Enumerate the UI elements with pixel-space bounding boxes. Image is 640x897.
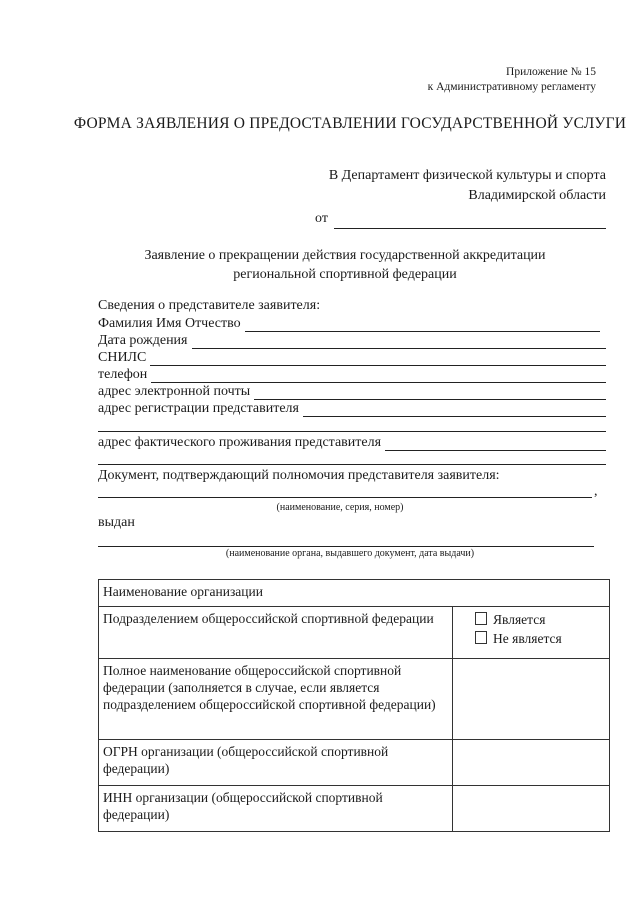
checkbox-is[interactable] [475,612,487,625]
actual-address-field[interactable] [98,433,606,451]
phone-field[interactable] [98,365,606,383]
actual-address-label: адрес фактического проживания представителя [98,435,382,450]
phone-label: телефон [98,367,148,382]
registration-address-label: адрес регистрации представителя [98,401,299,416]
full-federation-name-label: Полное наименование общероссийской спортивной федерации (заполняется в случае, если является подразделением общероссийской спортивной федерации) [103,663,436,712]
organization-name-cell[interactable] [99,580,610,607]
document-comma: , [594,484,598,499]
full-federation-name-input-cell[interactable] [453,659,610,740]
organization-name-label: Наименование организации [103,584,263,599]
full-name-field[interactable] [98,314,600,332]
annex-regulation: к Административному регламенту [427,81,596,93]
ogrn-label: ОГРН организации (общероссийской спортивной федерации) [103,744,389,776]
issued-label: выдан [98,515,135,530]
issued-caption: (наименование органа, выдавшего документ, дата выдачи) [225,548,475,559]
table-row [99,786,610,832]
page-title: ФОРМА ЗАЯВЛЕНИЯ О ПРЕДОСТАВЛЕНИИ ГОСУДАРСТВЕННОЙ УСЛУГИ [73,115,627,132]
from-field[interactable] [334,228,606,229]
subject-line-2: региональной спортивной федерации [233,267,457,282]
registration-address-field[interactable] [98,399,606,417]
email-field[interactable] [98,382,606,400]
document-heading: Документ, подтверждающий полномочия представителя заявителя: [98,468,500,483]
snils-field[interactable] [98,348,606,366]
actual-address-continuation[interactable] [98,464,606,465]
subject-line-1: Заявление о прекращении действия государственной аккредитации [144,248,546,263]
inn-label-cell [99,786,453,832]
recipient-line-1: В Департамент физической культуры и спорта [328,168,606,183]
ogrn-label-cell [99,740,453,786]
inn-label: ИНН организации (общероссийской спортивной федерации) [103,790,383,822]
snils-label: СНИЛС [98,350,147,365]
option-is[interactable] [475,610,605,629]
birth-date-field[interactable] [98,331,606,349]
inn-input-cell[interactable] [453,786,610,832]
full-federation-name-label-cell [99,659,453,740]
document-field[interactable] [98,497,592,498]
table-row [99,740,610,786]
annex-number: Приложение № 15 [506,66,596,78]
full-name-label: Фамилия Имя Отчество [98,316,241,331]
representative-heading: Сведения о представителе заявителя: [98,298,321,313]
subdivision-options-cell [453,607,610,659]
option-is-label: Является [493,612,546,627]
email-label: адрес электронной почты [98,384,251,399]
document-caption: (наименование, серия, номер) [276,502,404,513]
option-is-not[interactable] [475,629,605,648]
checkbox-is-not[interactable] [475,631,487,644]
table-row [99,607,610,659]
subdivision-label: Подразделением общероссийской спортивной федерации [103,611,434,626]
table-row [99,580,610,607]
recipient-line-2: Владимирской области [468,188,606,203]
option-is-not-label: Не является [493,631,562,646]
birth-date-label: Дата рождения [98,333,188,348]
table-row [99,659,610,740]
from-label: от [315,211,328,226]
ogrn-input-cell[interactable] [453,740,610,786]
issued-field[interactable] [98,546,594,547]
registration-address-continuation[interactable] [98,431,606,432]
subdivision-label-cell [99,607,453,659]
organization-table [98,579,610,832]
